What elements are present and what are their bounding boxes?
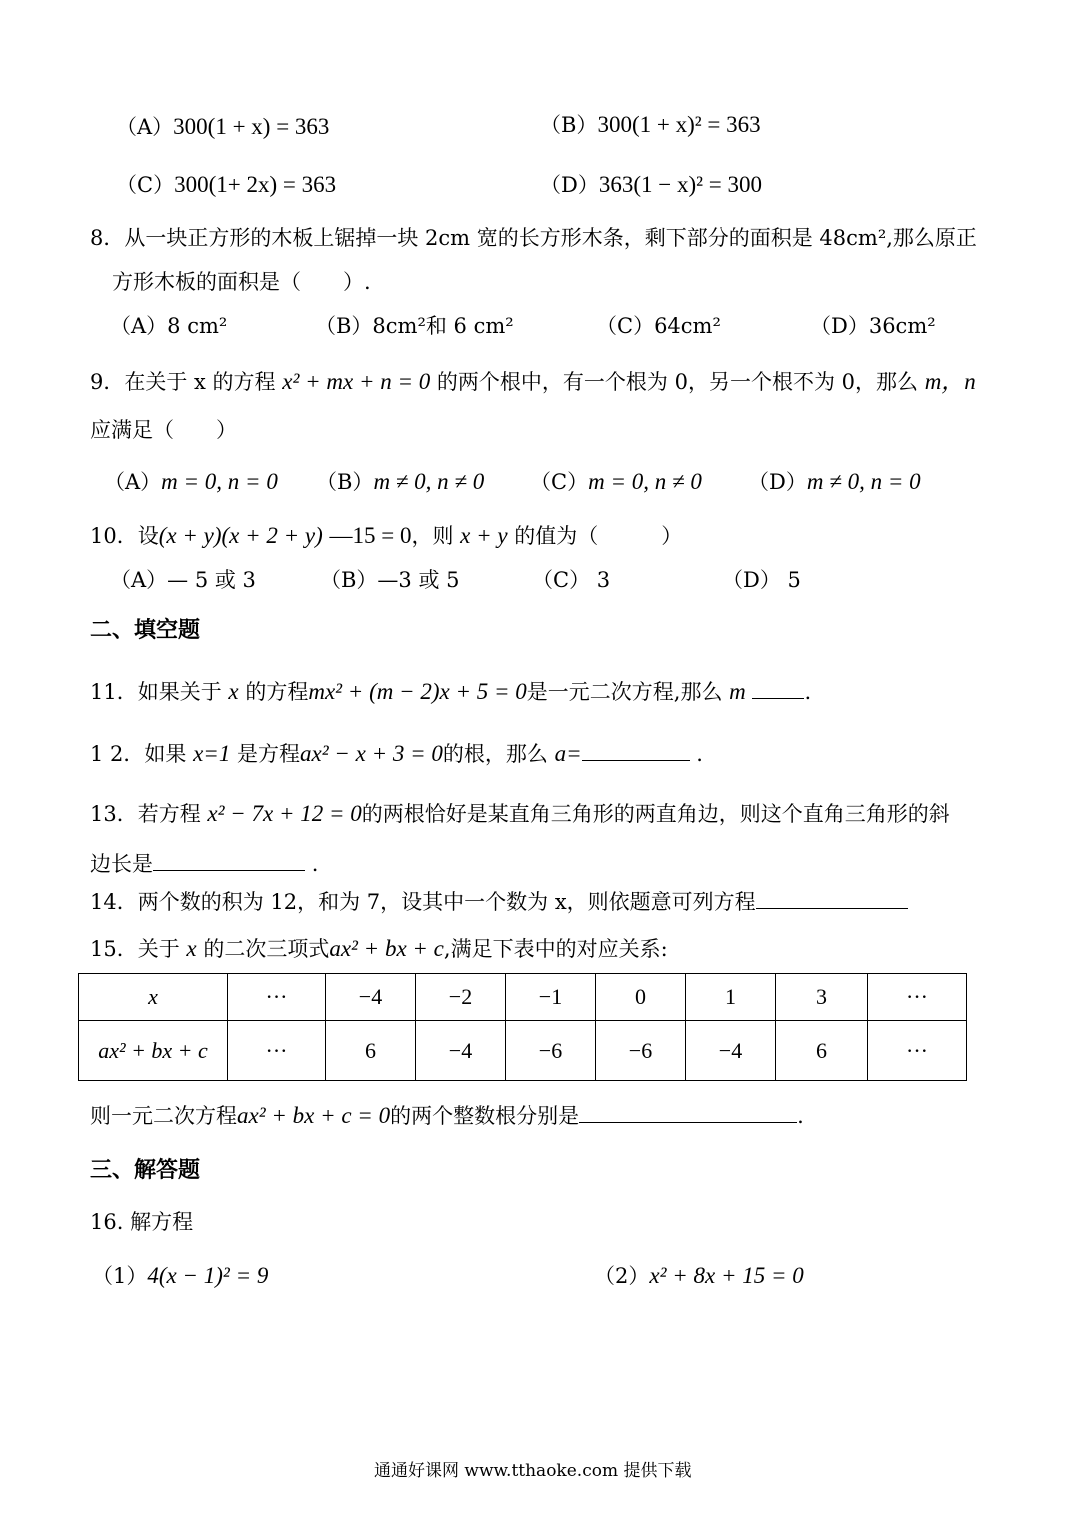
q7-option-d: （D）363(1 − x)² = 300 bbox=[540, 172, 762, 197]
q13-equation: x² − 7x + 12 = 0 bbox=[207, 801, 362, 826]
q8-stem-line2: 方形木板的面积是（ ）. bbox=[112, 270, 371, 294]
table-cell: −2 bbox=[416, 974, 506, 1021]
table-cell: 0 bbox=[596, 974, 686, 1021]
q8-stem-line1: 8．从一块正方形的木板上锯掉一块 2cm 宽的长方形木条，剩下部分的面积是 48cm²,那么原正 bbox=[90, 226, 977, 250]
q10-option-b: （B）—3 或 5 bbox=[320, 568, 460, 592]
page-footer: 通通好课网 www.tthaoke.com 提供下载 bbox=[374, 1461, 692, 1481]
q8-option-c: （C）64cm² bbox=[596, 314, 721, 338]
q14-answer-blank[interactable] bbox=[756, 890, 908, 909]
table-cell: 6 bbox=[326, 1021, 416, 1081]
q8-option-b: （B）8cm²和 6 cm² bbox=[315, 314, 514, 338]
section-fill-in-blank-heading: 二、填空题 bbox=[90, 618, 201, 643]
q13-stem-line1: 13．若方程 x² − 7x + 12 = 0的两根恰好是某直角三角形的两直角边，则这个直角三角形的斜 bbox=[90, 801, 950, 826]
table-cell: ··· bbox=[228, 1021, 326, 1081]
q15-expression: ax² + bx + c bbox=[329, 936, 444, 961]
q10-option-a: （A）— 5 或 3 bbox=[110, 568, 256, 592]
q8-option-a: （A）8 cm² bbox=[110, 314, 228, 338]
q15-followup: 则一元二次方程ax² + bx + c = 0的两个整数根分别是 . bbox=[90, 1103, 804, 1128]
q11-equation: mx² + (m − 2)x + 5 = 0 bbox=[308, 679, 527, 704]
q13-answer-blank[interactable] bbox=[153, 852, 305, 871]
table-row-x bbox=[79, 974, 967, 1021]
q12-stem: 1 2．如果 x=1 是方程ax² − x + 3 = 0的根，那么 a= . bbox=[90, 741, 703, 766]
q7-b-math: 300(1 + x)² = 363 bbox=[597, 112, 761, 137]
q7-a-math: 300(1 + x) = 363 bbox=[173, 114, 330, 139]
q10-stem: 10．设(x + y)(x + 2 + y) —15 = 0，则 x + y 的值为（ ） bbox=[90, 523, 683, 548]
q10-equation: (x + y)(x + 2 + y) bbox=[158, 523, 323, 548]
table-cell: −4 bbox=[416, 1021, 506, 1081]
table-cell: −4 bbox=[686, 1021, 776, 1081]
q9-stem-line2: 应满足（ ） bbox=[90, 418, 237, 442]
table-cell: −6 bbox=[596, 1021, 686, 1081]
q9-stem-line1: 9．在关于 x 的方程 x² + mx + n = 0 的两个根中，有一个根为 0，另一个根不为 0，那么 m，n bbox=[90, 369, 976, 394]
q15-equation: ax² + bx + c = 0 bbox=[237, 1103, 391, 1128]
q7-option-c: （C）300(1+ 2x) = 363 bbox=[116, 172, 337, 197]
q9-option-a: （A）m = 0, n = 0 bbox=[104, 469, 278, 494]
table-cell: 3 bbox=[776, 974, 868, 1021]
q13-stem-line2: 边长是 . bbox=[90, 852, 319, 876]
table-cell: ··· bbox=[228, 974, 326, 1021]
q10-option-d: （D） 5 bbox=[722, 568, 801, 592]
q16-title: 16. 解方程 bbox=[90, 1210, 194, 1234]
q12-answer-blank[interactable] bbox=[582, 742, 690, 761]
table-row-value bbox=[79, 1021, 967, 1081]
q7-c-math: 300(1+ 2x) = 363 bbox=[174, 172, 337, 197]
table-cell: ax² + bx + c bbox=[79, 1021, 228, 1081]
table-cell: ··· bbox=[868, 974, 967, 1021]
table-cell: x bbox=[79, 974, 228, 1021]
q7-option-a: （A）300(1 + x) = 363 bbox=[116, 114, 330, 139]
table-cell: −1 bbox=[506, 974, 596, 1021]
q10-option-c: （C） 3 bbox=[532, 568, 611, 592]
value-table bbox=[78, 973, 967, 1081]
table-cell: −4 bbox=[326, 974, 416, 1021]
q16-part1: （1）4(x − 1)² = 9 bbox=[92, 1263, 269, 1288]
table-cell: 1 bbox=[686, 974, 776, 1021]
q9-equation: x² + mx + n = 0 bbox=[282, 369, 431, 394]
q9-option-c: （C）m = 0, n ≠ 0 bbox=[530, 469, 702, 494]
q9-option-d: （D）m ≠ 0, n = 0 bbox=[748, 469, 921, 494]
q7-option-b: （B）300(1 + x)² = 363 bbox=[540, 112, 761, 137]
q16-part2: （2）x² + 8x + 15 = 0 bbox=[594, 1263, 804, 1288]
table-cell: −6 bbox=[506, 1021, 596, 1081]
q15-stem: 15．关于 x 的二次三项式ax² + bx + c,满足下表中的对应关系: bbox=[90, 936, 668, 961]
table-cell: ··· bbox=[868, 1021, 967, 1081]
q11-stem: 11．如果关于 x 的方程mx² + (m − 2)x + 5 = 0是一元二次方程,那么 m . bbox=[90, 679, 812, 704]
q9-option-b: （B）m ≠ 0, n ≠ 0 bbox=[316, 469, 485, 494]
section-solve-heading: 三、解答题 bbox=[90, 1158, 201, 1183]
q7-d-math: 363(1 − x)² = 300 bbox=[598, 172, 762, 197]
table-cell: 6 bbox=[776, 1021, 868, 1081]
q8-option-d: （D）36cm² bbox=[810, 314, 936, 338]
q15-answer-blank[interactable] bbox=[579, 1104, 797, 1123]
q12-equation: ax² − x + 3 = 0 bbox=[300, 741, 443, 766]
q14-stem: 14．两个数的积为 12，和为 7，设其中一个数为 x，则依题意可列方程 bbox=[90, 890, 908, 913]
q11-answer-blank[interactable] bbox=[752, 680, 804, 699]
